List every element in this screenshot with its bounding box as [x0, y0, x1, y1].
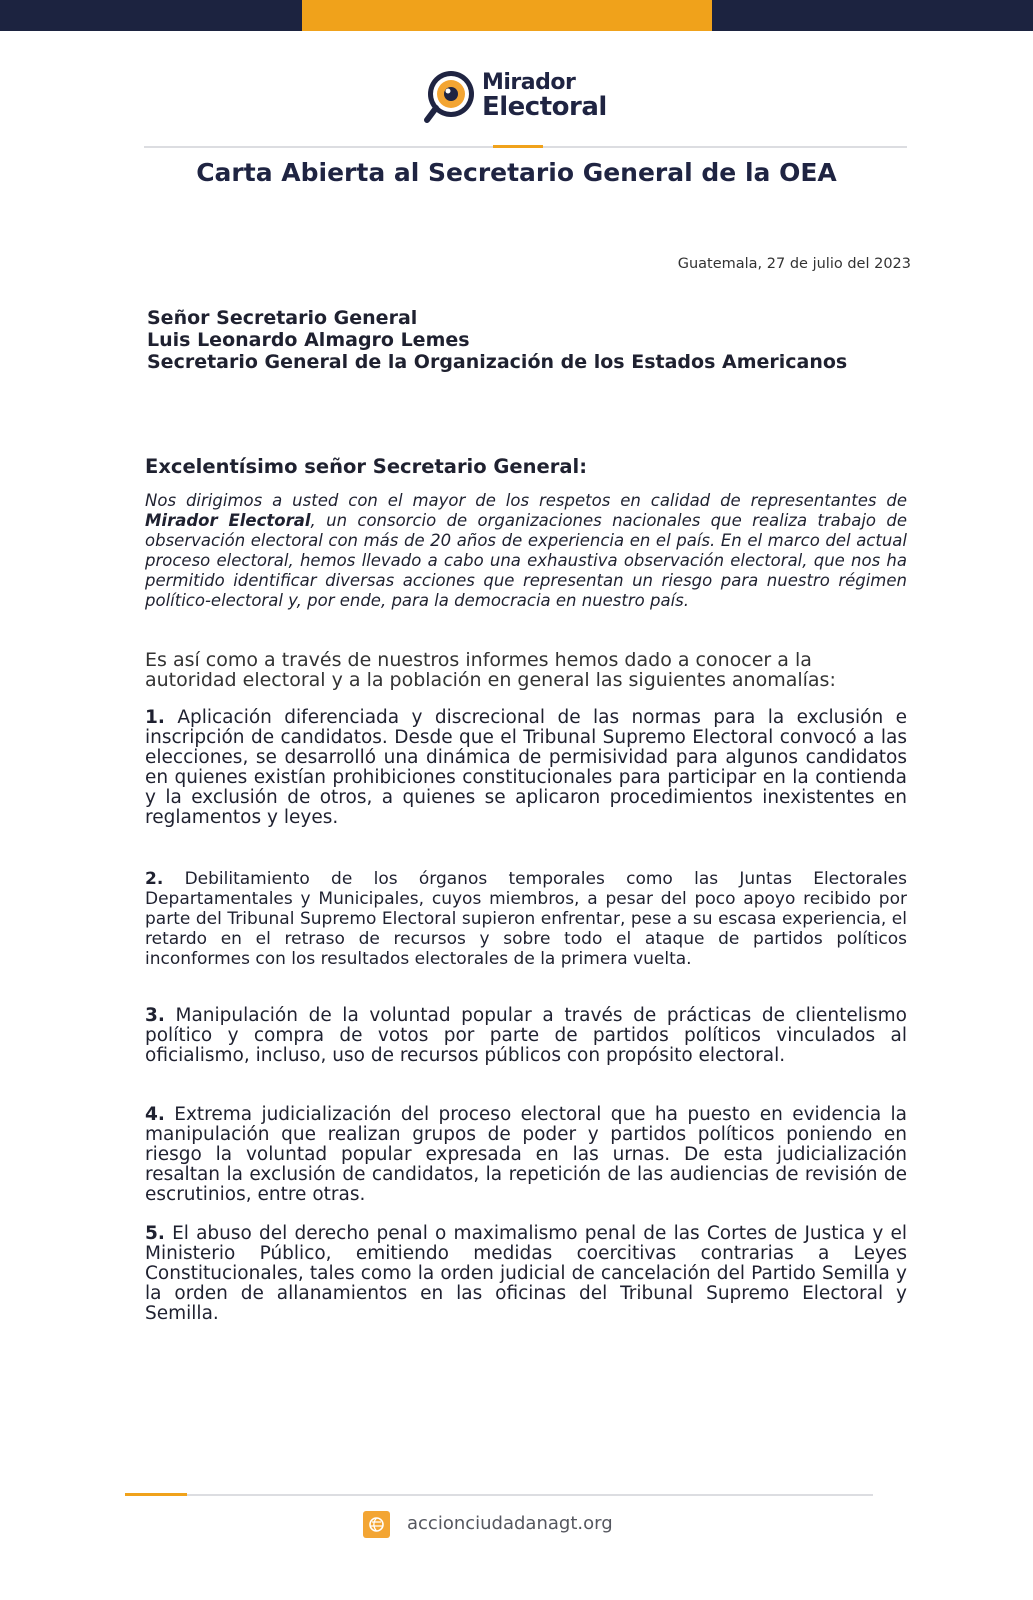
footer-divider-accent	[125, 1493, 187, 1496]
anomaly-item-1	[145, 708, 907, 828]
item-number: 3.	[145, 1005, 165, 1026]
footer-website-link[interactable]: accionciudadanagt.org	[407, 1513, 613, 1534]
mirador-electoral-logo	[424, 68, 624, 128]
intro-text-start: Nos dirigimos a usted con el mayor de los respetos en calidad de representantes de	[145, 491, 907, 510]
item-text: El abuso del derecho penal o maximalismo penal de las Cortes de Justica y el Ministerio Público, emitiendo medidas coercitivas contrarias a Leyes Constitucionales, tales como la orden judicial de cancelación del Partido Semilla y la orden de allanamientos en las oficinas del Tribunal Supremo Electoral y Semilla.	[145, 1223, 907, 1324]
item-text: Extrema judicialización del proceso electoral que ha puesto en evidencia la manipulación que realizan grupos de poder y partidos políticos poniendo en riesgo la voluntad popular expresada en las urnas. De esta judicialización resaltan la exclusión de candidatos, la repetición de las audiencias de revisión de escrutinios, entre otras.	[145, 1104, 907, 1205]
item-number: 4.	[145, 1104, 165, 1125]
anomaly-item-3	[145, 1006, 907, 1066]
salutation: Excelentísimo señor Secretario General:	[145, 455, 588, 478]
logo-line-1: Mirador	[482, 70, 576, 95]
header-divider-accent	[493, 145, 543, 148]
anomaly-item-5	[145, 1224, 907, 1324]
item-number: 5.	[145, 1223, 165, 1244]
letter-date: Guatemala, 27 de julio del 2023	[677, 256, 911, 272]
page-title: Carta Abierta al Secretario General de la OEA	[196, 158, 837, 187]
item-text: Debilitamiento de los órganos temporales como las Juntas Electorales Departamentales y Municipales, cuyos miembros, a pesar del poco apoyo recibido por parte del Tribunal Supremo Electoral supieron enfrentar, pese a su escasa experiencia, el retardo en el retraso de recursos y sobre todo el ataque de partidos políticos inconformes con los resultados electorales de la primera vuelta.	[145, 869, 907, 969]
logo-wordmark	[482, 70, 607, 120]
logo-line-2: Electoral	[482, 92, 607, 122]
top-bar-navy-right	[712, 0, 1033, 31]
eye-magnifier-icon	[424, 68, 480, 126]
item-number: 2.	[145, 869, 164, 889]
addressee-block	[147, 307, 847, 373]
footer-divider	[125, 1494, 873, 1496]
anomaly-item-2	[145, 869, 907, 969]
addressee-line-1: Señor Secretario General	[147, 307, 418, 329]
intro-paragraph	[145, 491, 907, 611]
anomalies-intro-paragraph: Es así como a través de nuestros informes hemos dado a conocer a la autoridad electoral y a la población en general las siguientes anomalías:	[145, 649, 836, 691]
globe-icon	[363, 1511, 390, 1538]
item-number: 1.	[145, 707, 165, 728]
anomaly-item-4	[145, 1105, 907, 1205]
item-text: Aplicación diferenciada y discrecional de las normas para la exclusión e inscripción de candidatos. Desde que el Tribunal Supremo Electoral convocó a las elecciones, se desarrolló una dinámica de permisividad para algunos candidatos en quienes existían prohibiciones constitucionales para participar en la contienda y la exclusión de otros, a quienes se aplicaron procedimientos inexistentes en reglamentos y leyes.	[145, 707, 907, 828]
addressee-line-3: Secretario General de la Organización de los Estados Americanos	[147, 351, 848, 373]
top-bar-orange-center	[302, 0, 712, 31]
top-bar-navy-left	[0, 0, 302, 31]
intro-bold-name: Mirador Electoral	[145, 511, 311, 530]
addressee-line-2: Luis Leonardo Almagro Lemes	[147, 329, 470, 351]
item-text: Manipulación de la voluntad popular a través de prácticas de clientelismo político y compra de votos por parte de partidos políticos vinculados al oficialismo, incluso, uso de recursos públicos con propósito electoral.	[145, 1005, 907, 1066]
intro-text-end: , un consorcio de organizaciones nacionales que realiza trabajo de observación electoral con más de 20 años de experiencia en el país. En el marco del actual proceso electoral, hemos llevado a cabo una exhaustiva observación electoral, que nos ha permitido identificar diversas acciones que representan un riesgo para nuestro régimen político-electoral y, por ende, para la democracia en nuestro país.	[145, 511, 907, 610]
top-color-bar	[0, 0, 1033, 31]
